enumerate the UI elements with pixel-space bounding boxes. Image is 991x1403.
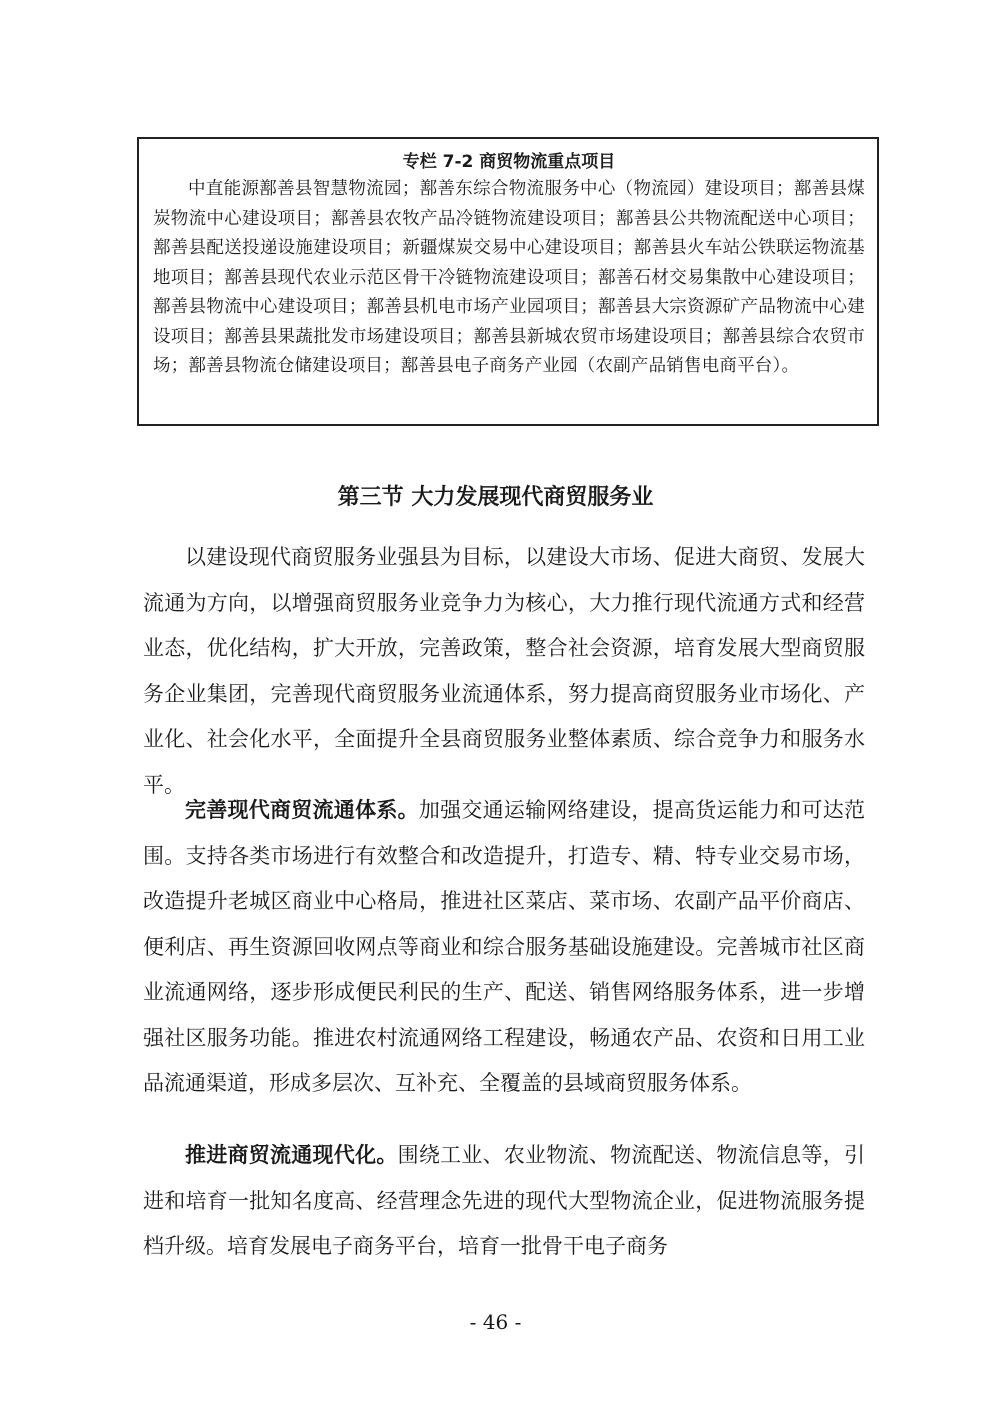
paragraph-trade-system-text: 加强交通运输网络建设，提高货运能力和可达范围。支持各类市场进行有效整合和改造提升，打造专、精、特专业交易市场，改造提升老城区商业中心格局，推进社区菜店、菜市场、农副产品平价商店、便利店、再生资源回收网点等商业和综合服务基础设施建设。完善城市社区商业流通网络，逐步形成便民利民的生产、配送、销售网络服务体系，进一步增强社区服务功能。推进农村流通网络工程建设，畅通农产品、农资和日用工业品流通渠道，形成多层次、互补充、全覆盖的县域商贸服务体系。 <box>143 798 866 1095</box>
page-number: - 46 - <box>469 1310 522 1334</box>
paragraph-modernization-lead: 推进商贸流通现代化。 <box>185 1143 398 1167</box>
special-column-box <box>137 137 879 426</box>
paragraph-modernization <box>143 1133 865 1270</box>
special-column-text: 中直能源鄯善县智慧物流园；鄯善东综合物流服务中心（物流园）建设项目；鄯善县煤炭物流中心建设项目；鄯善县农牧产品冷链物流建设项目；鄯善县公共物流配送中心项目；鄯善县配送投递设施建设项目；新疆煤炭交易中心建设项目；鄯善县火车站公铁联运物流基地项目；鄯善县现代农业示范区骨干冷链物流建设项目；鄯善石材交易集散中心建设项目；鄯善县物流中心建设项目；鄯善县机电市场产业园项目；鄯善县大宗资源矿产品物流中心建设项目；鄯善县果蔬批发市场建设项目；鄯善县新城农贸市场建设项目；鄯善县综合农贸市场；鄯善县物流仓储建设项目；鄯善县电子商务产业园（农副产品销售电商平台）。 <box>153 179 865 376</box>
paragraph-trade-system <box>143 788 865 1107</box>
paragraph-modernization-text: 围绕工业、农业物流、物流配送、物流信息等，引进和培育一批知名度高、经营理念先进的现代大型物流企业，促进物流服务提档升级。培育发展电子商务平台，培育一批骨干电子商务 <box>143 1143 866 1258</box>
paragraph-intro <box>143 535 865 808</box>
special-column-title: 专栏 7-2 商贸物流重点项目 <box>402 152 616 172</box>
paragraph-intro-text: 以建设现代商贸服务业强县为目标，以建设大市场、促进大商贸、发展大流通为方向，以增强商贸服务业竞争力为核心，大力推行现代流通方式和经营业态，优化结构，扩大开放，完善政策，整合社会资源，培育发展大型商贸服务企业集团，完善现代商贸服务业流通体系，努力提高商贸服务业市场化、产业化、社会化水平，全面提升全县商贸服务业整体素质、综合竞争力和服务水平。 <box>143 545 865 797</box>
paragraph-trade-system-lead: 完善现代商贸流通体系。 <box>185 798 419 822</box>
section-heading: 第三节 大力发展现代商贸服务业 <box>337 485 654 510</box>
